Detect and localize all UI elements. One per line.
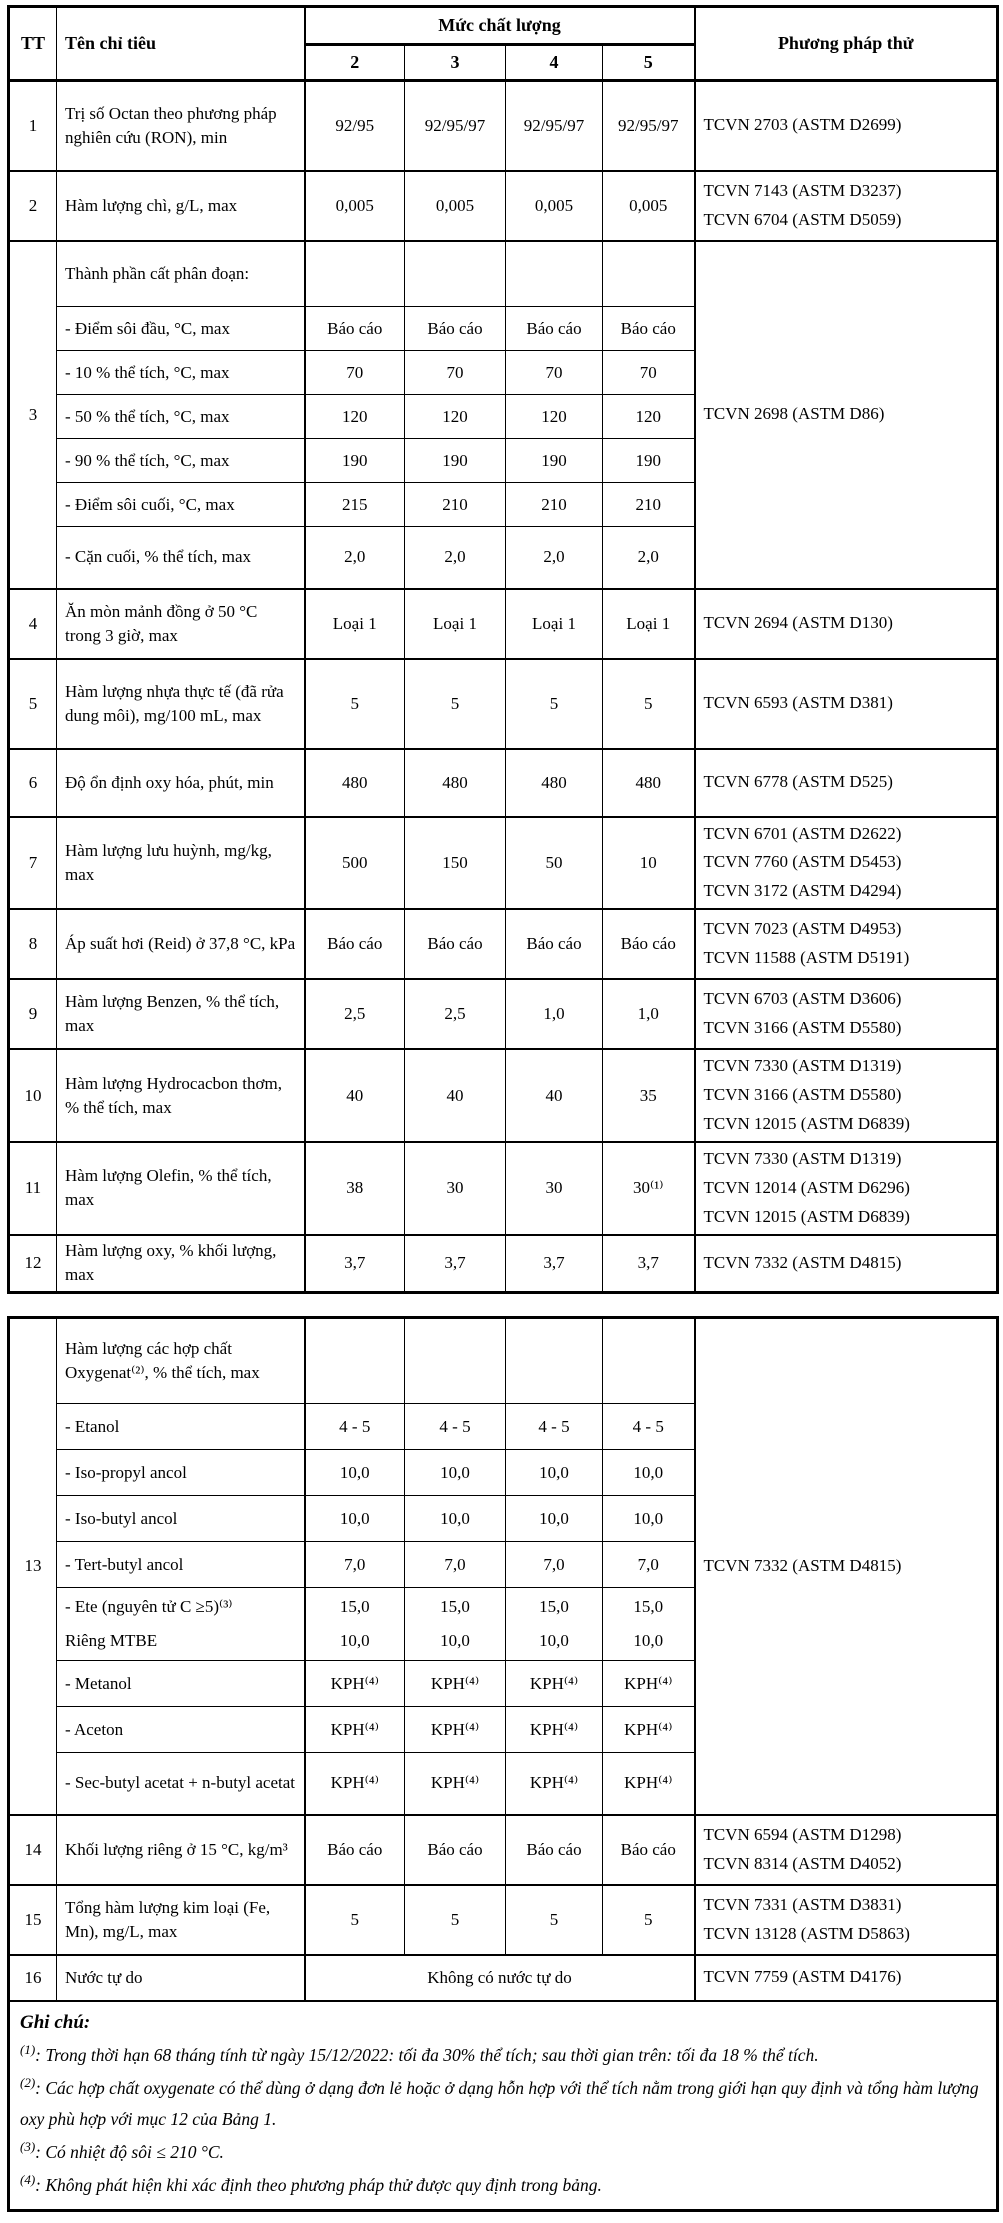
method-line: TCVN 6778 (ASTM D525) [703, 772, 893, 792]
method-line: TCVN 6703 (ASTM D3606) [703, 989, 902, 1009]
value-level-4: 3,7 [506, 1235, 603, 1293]
value-level-4: 480 [506, 749, 603, 817]
footnote [20, 2071, 986, 2135]
test-method [695, 171, 998, 241]
table-row [9, 241, 998, 307]
value-level-2: Báo cáo [305, 909, 405, 979]
value-level-2: 4 - 5 [305, 1404, 405, 1450]
value-level-3 [405, 1588, 506, 1661]
value-level-3 [405, 1318, 506, 1404]
value-level-3: 7,0 [405, 1542, 506, 1588]
item-number: 15 [9, 1885, 57, 1955]
table-row [9, 1235, 998, 1293]
value-level-5: 7,0 [603, 1542, 695, 1588]
footnote-text: : Trong thời hạn 68 tháng tính từ ngày 15/12/2022: tối đa 30% thể tích; sau thời gian trên: tối đa 18 % thể tích. [35, 2044, 819, 2065]
method-line: TCVN 2694 (ASTM D130) [703, 613, 893, 633]
value-level-5: 210 [603, 483, 695, 527]
value-line: 15,0 [633, 1597, 664, 1617]
value-level-2: 10,0 [305, 1496, 405, 1542]
table-row [9, 659, 998, 749]
value-level-5: 30⁽¹⁾ [603, 1142, 695, 1235]
method-line: TCVN 11588 (ASTM D5191) [703, 948, 910, 968]
footnote-marker: (2) [20, 2074, 36, 2090]
value-level-4: 7,0 [506, 1542, 603, 1588]
criterion-name: - Cặn cuối, % thể tích, max [57, 527, 305, 589]
value-level-4: 70 [506, 351, 603, 395]
criterion-name: - Iso-propyl ancol [57, 1450, 305, 1496]
criterion-name: - 50 % thể tích, °C, max [57, 395, 305, 439]
test-method [695, 659, 998, 749]
value-level-2: 40 [305, 1049, 405, 1142]
value-level-3: 3,7 [405, 1235, 506, 1293]
value-level-5 [603, 241, 695, 307]
method-line: TCVN 13128 (ASTM D5863) [703, 1923, 910, 1943]
value-level-2 [305, 1588, 405, 1661]
method-line: TCVN 7143 (ASTM D3237) [703, 180, 902, 200]
item-number: 13 [9, 1318, 57, 1815]
value-level-3: 120 [405, 395, 506, 439]
value-level-2: 120 [305, 395, 405, 439]
value-level-3: 40 [405, 1049, 506, 1142]
item-number: 8 [9, 909, 57, 979]
value-level-5: Loại 1 [603, 589, 695, 659]
test-method [695, 749, 998, 817]
value-level-3: 5 [405, 1885, 506, 1955]
test-method [695, 1955, 998, 2001]
value-level-2: 10,0 [305, 1450, 405, 1496]
criterion-name: Áp suất hơi (Reid) ở 37,8 °C, kPa [57, 909, 305, 979]
value-level-5: Báo cáo [603, 909, 695, 979]
method-line: TCVN 12014 (ASTM D6296) [703, 1177, 910, 1197]
criterion-name: - Iso-butyl ancol [57, 1496, 305, 1542]
value-level-2: KPH⁽⁴⁾ [305, 1753, 405, 1815]
value-level-2: 500 [305, 817, 405, 910]
method-line: TCVN 8314 (ASTM D4052) [703, 1853, 902, 1873]
value-level-5: Báo cáo [603, 307, 695, 351]
table-row [9, 1049, 998, 1142]
value-level-4: Báo cáo [506, 307, 603, 351]
value-level-2: Loại 1 [305, 589, 405, 659]
item-number: 5 [9, 659, 57, 749]
table-header-row [9, 7, 998, 45]
criterion-name: Hàm lượng Hydrocacbon thơm, % thể tích, max [57, 1049, 305, 1142]
criterion-name: Hàm lượng oxy, % khối lượng, max [57, 1235, 305, 1293]
table-row [9, 1955, 998, 2001]
criterion-name: Tổng hàm lượng kim loại (Fe, Mn), mg/L, max [57, 1885, 305, 1955]
value-level-5: KPH⁽⁴⁾ [603, 1707, 695, 1753]
value-level-4: Loại 1 [506, 589, 603, 659]
criterion-name: Ăn mòn mảnh đồng ở 50 °C trong 3 giờ, max [57, 589, 305, 659]
method-line: TCVN 6594 (ASTM D1298) [703, 1824, 902, 1844]
value-level-3: 2,0 [405, 527, 506, 589]
value-level-2: 3,7 [305, 1235, 405, 1293]
col-header-tt: TT [9, 7, 57, 81]
value-level-2: 480 [305, 749, 405, 817]
table-row [9, 81, 998, 171]
value-level-4: 4 - 5 [506, 1404, 603, 1450]
value-level-4: 10,0 [506, 1450, 603, 1496]
value-line: 10,0 [440, 1631, 470, 1651]
value-line: 10,0 [633, 1631, 664, 1651]
col-header-level-2: 2 [305, 45, 405, 81]
value-level-5: 2,0 [603, 527, 695, 589]
value-line: 15,0 [339, 1597, 370, 1617]
value-level-5: 3,7 [603, 1235, 695, 1293]
criterion-name: - Aceton [57, 1707, 305, 1753]
method-line: TCVN 7332 (ASTM D4815) [703, 1555, 902, 1575]
footnote-marker: (1) [20, 2041, 36, 2057]
table-row [9, 1318, 998, 1404]
method-line: TCVN 12015 (ASTM D6839) [703, 1113, 910, 1133]
value-level-3: 0,005 [405, 171, 506, 241]
value-level-2: 215 [305, 483, 405, 527]
method-line: TCVN 7330 (ASTM D1319) [703, 1056, 902, 1076]
value-level-2 [305, 241, 405, 307]
table-row [9, 1885, 998, 1955]
method-line: TCVN 7759 (ASTM D4176) [703, 1967, 902, 1987]
item-number: 1 [9, 81, 57, 171]
value-level-4: KPH⁽⁴⁾ [506, 1661, 603, 1707]
value-level-2: Báo cáo [305, 307, 405, 351]
test-method [695, 241, 998, 589]
value-level-5: KPH⁽⁴⁾ [603, 1753, 695, 1815]
test-method [695, 589, 998, 659]
value-level-2: 190 [305, 439, 405, 483]
criterion-name: - Sec-butyl acetat + n-butyl acetat [57, 1753, 305, 1815]
col-header-level-3: 3 [405, 45, 506, 81]
criterion-name-line: Riêng MTBE [65, 1631, 158, 1651]
value-level-5 [603, 1318, 695, 1404]
criterion-name: - Etanol [57, 1404, 305, 1450]
item-number: 16 [9, 1955, 57, 2001]
value-level-2: KPH⁽⁴⁾ [305, 1661, 405, 1707]
value-line: 10,0 [339, 1631, 370, 1651]
criterion-name: Hàm lượng lưu huỳnh, mg/kg, max [57, 817, 305, 910]
test-method [695, 1885, 998, 1955]
value-level-3: Báo cáo [405, 909, 506, 979]
footnote [20, 2038, 986, 2071]
item-number: 2 [9, 171, 57, 241]
value-level-4 [506, 241, 603, 307]
item-number: 10 [9, 1049, 57, 1142]
value-level-4: KPH⁽⁴⁾ [506, 1753, 603, 1815]
value-level-2: 7,0 [305, 1542, 405, 1588]
value-level-4: 0,005 [506, 171, 603, 241]
value-level-3: 10,0 [405, 1496, 506, 1542]
test-method [695, 817, 998, 910]
item-number: 12 [9, 1235, 57, 1293]
footnote-marker: (3) [20, 2138, 36, 2154]
value-level-4: 210 [506, 483, 603, 527]
value-level-3: Loại 1 [405, 589, 506, 659]
table-row [9, 817, 998, 910]
value-level-4: 1,0 [506, 979, 603, 1049]
value-level-5: 35 [603, 1049, 695, 1142]
criterion-name: Trị số Octan theo phương pháp nghiên cứu (RON), min [57, 81, 305, 171]
col-header-level-4: 4 [506, 45, 603, 81]
value-level-2: 70 [305, 351, 405, 395]
item-number: 11 [9, 1142, 57, 1235]
item-number: 14 [9, 1815, 57, 1885]
value-level-5: 1,0 [603, 979, 695, 1049]
value-level-4: KPH⁽⁴⁾ [506, 1707, 603, 1753]
value-level-3: 30 [405, 1142, 506, 1235]
value-level-5: 190 [603, 439, 695, 483]
criterion-name: Hàm lượng chì, g/L, max [57, 171, 305, 241]
criterion-name: Hàm lượng Benzen, % thể tích, max [57, 979, 305, 1049]
method-line: TCVN 2698 (ASTM D86) [703, 404, 885, 424]
notes-title: Ghi chú: [20, 2011, 91, 2033]
criterion-name: - 10 % thể tích, °C, max [57, 351, 305, 395]
footnote-text: : Có nhiệt độ sôi ≤ 210 °C. [35, 2141, 224, 2162]
method-line: TCVN 3166 (ASTM D5580) [703, 1018, 902, 1038]
value-level-5: 480 [603, 749, 695, 817]
method-line: TCVN 3172 (ASTM D4294) [703, 881, 902, 901]
value-level-3: KPH⁽⁴⁾ [405, 1661, 506, 1707]
col-header-quality-levels: Mức chất lượng [305, 7, 695, 45]
method-line: TCVN 3166 (ASTM D5580) [703, 1085, 902, 1105]
value-level-5: 92/95/97 [603, 81, 695, 171]
value-level-4 [506, 1318, 603, 1404]
test-method [695, 909, 998, 979]
value-level-5 [603, 1588, 695, 1661]
col-header-level-5: 5 [603, 45, 695, 81]
value-level-4: 92/95/97 [506, 81, 603, 171]
value-level-5: 120 [603, 395, 695, 439]
criterion-name: Hàm lượng Olefin, % thể tích, max [57, 1142, 305, 1235]
value-level-4: Báo cáo [506, 909, 603, 979]
test-method [695, 1235, 998, 1293]
value-merged: Không có nước tự do [305, 1955, 695, 2001]
footnote [20, 2135, 986, 2168]
value-level-2: 2,0 [305, 527, 405, 589]
criterion-name: - Metanol [57, 1661, 305, 1707]
table-row [9, 2001, 998, 2211]
value-level-2: 5 [305, 1885, 405, 1955]
value-level-4: 5 [506, 1885, 603, 1955]
value-level-4: 2,0 [506, 527, 603, 589]
spec-table-1 [7, 5, 999, 1294]
value-level-5: 70 [603, 351, 695, 395]
method-line: TCVN 6701 (ASTM D2622) [703, 823, 902, 843]
criterion-name: - Điểm sôi đầu, °C, max [57, 307, 305, 351]
value-line: 15,0 [440, 1597, 470, 1617]
test-method [695, 1815, 998, 1885]
criterion-name-line: - Ete (nguyên tử C ≥5)⁽³⁾ [65, 1597, 233, 1617]
col-header-name: Tên chỉ tiêu [57, 7, 305, 81]
footnote [20, 2168, 986, 2201]
value-level-3: Báo cáo [405, 1815, 506, 1885]
notes-section [9, 2001, 998, 2211]
value-level-3: KPH⁽⁴⁾ [405, 1707, 506, 1753]
footnote-text: : Các hợp chất oxygenate có thể dùng ở dạng đơn lẻ hoặc ở dạng hỗn hợp với thể tích nằm trong giới hạn quy định và tổng hàm lượng oxy phù hợp với mục 12 của Bảng 1. [20, 2077, 979, 2129]
value-level-5: 10 [603, 817, 695, 910]
value-level-5: 0,005 [603, 171, 695, 241]
criterion-name [57, 1588, 305, 1661]
value-level-5: KPH⁽⁴⁾ [603, 1661, 695, 1707]
item-number: 6 [9, 749, 57, 817]
value-level-3: KPH⁽⁴⁾ [405, 1753, 506, 1815]
test-method [695, 1142, 998, 1235]
value-level-3: 190 [405, 439, 506, 483]
criterion-name: - 90 % thể tích, °C, max [57, 439, 305, 483]
value-line: 15,0 [539, 1597, 569, 1617]
method-line: TCVN 6593 (ASTM D381) [703, 693, 893, 713]
value-level-5: Báo cáo [603, 1815, 695, 1885]
criterion-name: Thành phần cất phân đoạn: [57, 241, 305, 307]
value-level-2: 38 [305, 1142, 405, 1235]
criterion-name: Độ ổn định oxy hóa, phút, min [57, 749, 305, 817]
table-row [9, 1815, 998, 1885]
test-method [695, 81, 998, 171]
criterion-name: - Điểm sôi cuối, °C, max [57, 483, 305, 527]
value-level-5: 4 - 5 [603, 1404, 695, 1450]
criterion-name: Nước tự do [57, 1955, 305, 2001]
value-level-2: KPH⁽⁴⁾ [305, 1707, 405, 1753]
test-method [695, 1318, 998, 1815]
value-level-2 [305, 1318, 405, 1404]
value-level-4 [506, 1588, 603, 1661]
value-level-3: 150 [405, 817, 506, 910]
value-level-3: 92/95/97 [405, 81, 506, 171]
method-line: TCVN 7331 (ASTM D3831) [703, 1894, 902, 1914]
value-level-3: 10,0 [405, 1450, 506, 1496]
value-level-3: 5 [405, 659, 506, 749]
value-level-3: 480 [405, 749, 506, 817]
method-line: TCVN 12015 (ASTM D6839) [703, 1206, 910, 1226]
spec-table-2 [7, 1316, 999, 2212]
table-row [9, 909, 998, 979]
item-number: 7 [9, 817, 57, 910]
value-level-2: 92/95 [305, 81, 405, 171]
value-level-2: 0,005 [305, 171, 405, 241]
value-level-4: 120 [506, 395, 603, 439]
method-line: TCVN 7330 (ASTM D1319) [703, 1148, 902, 1168]
method-line: TCVN 7760 (ASTM D5453) [703, 852, 902, 872]
criterion-name: Khối lượng riêng ở 15 °C, kg/m³ [57, 1815, 305, 1885]
value-level-3 [405, 241, 506, 307]
value-level-2: 2,5 [305, 979, 405, 1049]
value-level-4: 40 [506, 1049, 603, 1142]
value-level-4: 190 [506, 439, 603, 483]
test-method [695, 979, 998, 1049]
value-level-5: 10,0 [603, 1450, 695, 1496]
table-row [9, 1142, 998, 1235]
value-level-3: 210 [405, 483, 506, 527]
value-level-3: 70 [405, 351, 506, 395]
item-number: 9 [9, 979, 57, 1049]
table-row [9, 171, 998, 241]
value-level-4: Báo cáo [506, 1815, 603, 1885]
criterion-name: - Tert-butyl ancol [57, 1542, 305, 1588]
value-level-4: 30 [506, 1142, 603, 1235]
item-number: 4 [9, 589, 57, 659]
value-level-5: 5 [603, 659, 695, 749]
value-level-4: 10,0 [506, 1496, 603, 1542]
test-method [695, 1049, 998, 1142]
table-gap [7, 1294, 996, 1316]
table-row [9, 979, 998, 1049]
value-level-3: Báo cáo [405, 307, 506, 351]
table-row [9, 749, 998, 817]
table-row [9, 589, 998, 659]
footnote-text: : Không phát hiện khi xác định theo phương pháp thử được quy định trong bảng. [35, 2174, 602, 2195]
footnote-marker: (4) [20, 2171, 36, 2187]
value-line: 10,0 [539, 1631, 569, 1651]
col-header-method: Phương pháp thử [695, 7, 998, 81]
method-line: TCVN 2703 (ASTM D2699) [703, 115, 902, 135]
criterion-name: Hàm lượng nhựa thực tế (đã rửa dung môi), mg/100 mL, max [57, 659, 305, 749]
value-level-2: Báo cáo [305, 1815, 405, 1885]
method-line: TCVN 7023 (ASTM D4953) [703, 919, 902, 939]
value-level-3: 4 - 5 [405, 1404, 506, 1450]
value-level-5: 10,0 [603, 1496, 695, 1542]
method-line: TCVN 6704 (ASTM D5059) [703, 209, 902, 229]
value-level-4: 5 [506, 659, 603, 749]
value-level-5: 5 [603, 1885, 695, 1955]
value-level-4: 50 [506, 817, 603, 910]
item-number: 3 [9, 241, 57, 589]
value-level-3: 2,5 [405, 979, 506, 1049]
criterion-name: Hàm lượng các hợp chất Oxygenat⁽²⁾, % thể tích, max [57, 1318, 305, 1404]
value-level-2: 5 [305, 659, 405, 749]
method-line: TCVN 7332 (ASTM D4815) [703, 1252, 902, 1272]
